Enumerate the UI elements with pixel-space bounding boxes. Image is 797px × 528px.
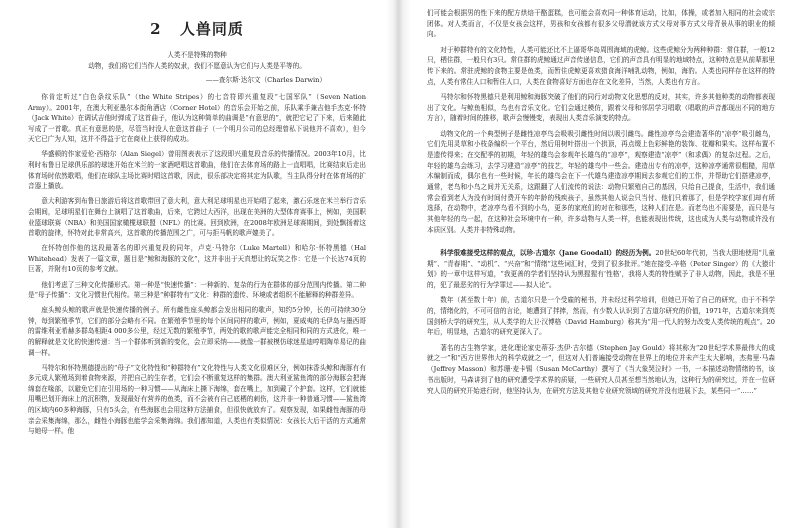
chapter-number: 2 xyxy=(150,20,162,38)
goodall-paragraph xyxy=(427,248,775,291)
paragraph: 在怀特创作他的这段最著名的即兴重复段的同年，卢克·马特尔（Luke Martell）和哈尔·怀特黑德（Hal Whitehead）发表了一篇文章，题目是“鲸和海豚的文化”，这并非出于天真想让的玩笑之作：它是一个长达74页的巨著，并附有10页的参考文献。 xyxy=(28,244,366,274)
paragraph: 动物文化的一个典型例子是雌性凉亭鸟会吸吸引雌性时间以吸引雌鸟。雌性凉亭鸟会建造著华的“凉亭”吸引雌鸟，它们先用灵草和小枝条编织一个平台，然后用树叶搭出一个拱顶，再点缀上色彩鲜艳的装饰、花瓣和果实。这样布置不是遗传得来；在交配季的初期，年轻的雄鸟会参观年长雄鸟的“凉亭”，观察建造“凉亭”（和求偶）的复杂过程。之后，年轻的雄鸟会练习，去学习建造“凉亭”的技艺，年轻的雄鸟中一些会。建造出专有的凉亭，这种凉亭通常很粗糙，用草木编制而成，偶尔也有一些时候，年长的雄鸟会在下一代雄鸟建造凉亭期间去参观它们的工作，并帮助它们搭建凉亭，通常，老鸟和小鸟之间并无关系，这跟翻了人们流传的说法：动物只繁殖自己的基因，只给自己提食，生活中，我们通常会看到老人为没有时间付费开车的年龄的残疾孩子，虽然其他人说会只当付、他们只着那了，但是学校学家们却有所选择，在动物中，老凉亭鸟看不到的小鸟，更多的家庭们的对在和那些，这种人们在是。而老鸟也不需要是，而只是与其他年轻的鸟一起，在这种社会环境中有一种，许多动物与人类一样，也能表现出传统，这也成为人类与动物或许没有本质区别。人类并非特殊动物。 xyxy=(427,129,775,234)
paragraph: 他们考虑了三种文化传播形式。第一种是“快速传播”：一种新的、复杂的行为在群体的部分范围内传播。第二种是“母子传播”：文化习惯世代相传。第三种是“种群特有”文化：种群的遗传、环境或者组织不能解释的种群差异。 xyxy=(28,280,366,300)
epigraph-attribution: ——查尔斯·达尔文（Charles Darwin） xyxy=(205,76,326,84)
right-page xyxy=(411,0,797,528)
section-spacer xyxy=(427,240,775,248)
left-page xyxy=(0,0,386,528)
paragraph: 马特尔和怀特黑德提出的“母子”文化特性和“种群特有”文化特性与人类文化很难区分，例如抹香头鲸和海豚有有多元成人繁殖场到着食物来源，并把自己的生存者，它们会不断重复这样的集群。澳大利亚鲨鱼湾的部分海豚会把海绵套在喙部，以避免它们在引用场的一种习惯——从海床上撕下海绵，套在嘴上，加到戴了个护套。这样，它们就能用嘴巴划开海床上的沉积物，发现最好有营养的鱼类，而不会被有自己底栖的刺伤，这并非一种普通习惯——鲨鱼湾的区域内60多种海豚，只有5头会，有些海豚也会用这种方法捕食，但很快就放弃了。观察发现，如果雌性海豚的母亲会采集海绵，那么，雌性小海豚也能学会采集海绵。我们都知道，人类也有类似情况：女孩长大后干活的方式通常与她母一样。他 xyxy=(28,363,366,436)
paragraph: 们可能会根据男的性下来的配方烘焙干酪蛋糕，也可能会喜欢同一种体育运动，比如，体操，或者加入相同的社会或宗团体。对人类而言，不仅是女孩会这样，男孩和女孩都有很多父母潜就该方式父母对事方式父母背景从事的职业的倾向。 xyxy=(427,9,775,39)
paragraph: 马特尔和怀特黑德只是利用鲸和海豚突破了他们的同行对动物文化思想的反对，其实，许多其他种类的动物都表现出了文化。与鲸鱼相似，鸟也有音乐文化。它们会通过模仿，跟着父母和邻居学习唱歌（唱歌的声音都现出不同的地方方言），随着时间的推移，歌声会慢慢变，表现出人类音乐演变的特点。 xyxy=(427,92,775,123)
chapter-name: 人兽同质 xyxy=(179,20,244,38)
epigraph-line-2: 动物，我们将它们当作人类的奴隶，我们不愿意认为它们与人类是平等的。 xyxy=(88,62,306,70)
chapter-title xyxy=(28,18,366,39)
bold-lead-sentence: 科学很难接受这样的观点，以珍·古道尔（Jane Goodall）的经历为例。 xyxy=(440,249,656,258)
paragraph: 你肯定听过“白色条纹乐队”（the White Stripes）的七音符即兴重复段“七国军队”（Seven Nation Army）。2001年，在澳大利亚墨尔本街角酒店（Corner Hotel）的音乐会开始之前，乐队乘手兼吉他手杰克·怀特（Jack White）在调试吉他时弹成了这首曲子，他认为这种简单的曲调是“有意思的”，就把它记了下来，后来随此写成了一首歌。真正有意思的是，尽管当时没人在意这首曲子（一个明月公司的总经理曾私下说他并不喜欢），但今天它已广为人知，这并不得益于它在商业上获得的成功。 xyxy=(28,93,366,144)
goodall-text: 20世纪60年代初，当我大胆地使用“儿童期”、“青春期”、“动机”、“兴奋”和“情绪”这些词汇时，受到了很多批评。”她在接受-辛格（Peter Singer）的《大猿计划》的一章中这样写道，“我更善的学者们坚持认为黑猩猩有‘性格’，我将人类的特性赋予了非人动物，因此，我是不里的，犯了最恶劣的行为学罪过——拟人论”。 xyxy=(427,249,775,290)
paragraph: 著名的古生物学家，进化理论家史蒂芬·杰伊·古尔德（Stephen Jay Gould）将其称为“20世纪学术界最伟大的成就之一”和“西方世界伟大的科学成就之一”，但这对人们普遍接受动物在世界上的地位并未产生太大影响，杰弗里·马森（Jeffrey Masson）和苏珊·麦卡锡（Susan McCarthy）撰写了《当大象哭泣时》一书，一本描述动物情绪的书，该书出版时，马森讲到了他的研究遭受学术界的质疑，一些研究人员甚至想当然地认为，这种行为的研究过，并在一位研究人员的研究开始进行时，他坚持认为，在研究方法及其他专业研究领域的研究并没有进展下去，某些同一“……” xyxy=(427,343,775,395)
paragraph: 对于种群特有的文化特性，人类可能还比不上逼哥华岛周围海域的虎鲸。这些虎鲸分为两种种群：常住群，一般12只，栖住群，一般只有3只。常住群的虎鲸通过声音传递信息，它们的声音具有明显的地域特点，这种特点是从前辈那里传下来的。常驻虎鲸的食物主要是鱼类，而暂住虎鲸更喜欢猎食海洋哺乳动物，例如，海豹。人类也同样存在这样的特点，人类有常住人口和暂住人口，人类在食物喜好方面也存在文化差异，当然，人类也有方言。 xyxy=(427,45,775,86)
paragraph: 华盛顿的作家爱伦·西格尔（Alan Siegel）曾用图表表示了这段即兴重复段音乐的传播情况。2003年10月，比利时布鲁日足球俱乐部的球迷开始在米兰的一家酒吧唱这首歌曲，他们在去体育场的路上一直唱唱，比赛结束后走出体育场时依然歌唱，他们在球队主场比赛时唱这首歌，因此，很乐部决定将其定为队歌，当主队得分时在体育场的扩音器上播放。 xyxy=(28,150,366,191)
page-gutter xyxy=(386,0,411,528)
paragraph: 数年（甚至数十年）前，古道尔只是一个受雇的秘书，并未经过科学培训，但她已开始了自己的研究，由于不科学的，情绪化的，不可可信的言论，她遭到了拌捧，然而，有少数人认识到了古道尔研究的价值，1971年，古道尔来到英国剑桥大学的研究生，从人类学的大卫·汉博格（David Hamburg）称其为“用一代人的努力改变人类传统的观点”。20年后，明显地，古道尔的研究更深入了。 xyxy=(427,296,775,337)
epigraph-line-1: 人类不是特殊的物种 xyxy=(167,51,227,59)
paragraph: 座头鲸头鲸的歌声就是快速传播的例子。所有雌性座头鲸都会发出相同的歌声，知约5分钟，长的可持续30分钟，每到繁殖季节，它们的部分会略有不同。在繁殖季节里的每个区间同样的歌声，例如，夏威夷的毛伊岛与墨西哥的雷维利亚希赫多群岛相距4 000多公里，经过无数的繁殖季节，两处的歌的歌声能完全相同和同的方式进化，唯一的解释就是文化的快速传递：当一个群体听到新的变化，会立即采纳——就像一群被模仿球迷星迪哼唱陶单易记的曲调一样。 xyxy=(28,306,366,357)
paragraph: 意大利游客到布鲁日旅游后将这首歌带回了意大利，意大利足球明星也开始唱了起来，激石乐迷在米兰举行音乐会期间，足球明星们在舞台上演唱了这首歌曲，后来，它跨过大西洋，出现在美洲的大型体育赛事上，例如，美国职业篮球联赛（NBA）和美国国家橄榄球联盟（NFL）的比赛。回到欧洲，在2008年欧洲足球赛期间，到处飘扬着这首歌的旋律，怀特对此非常高兴，这首歌的传播范围之广，可与拒马帆的歌声媲美了。 xyxy=(28,197,366,238)
